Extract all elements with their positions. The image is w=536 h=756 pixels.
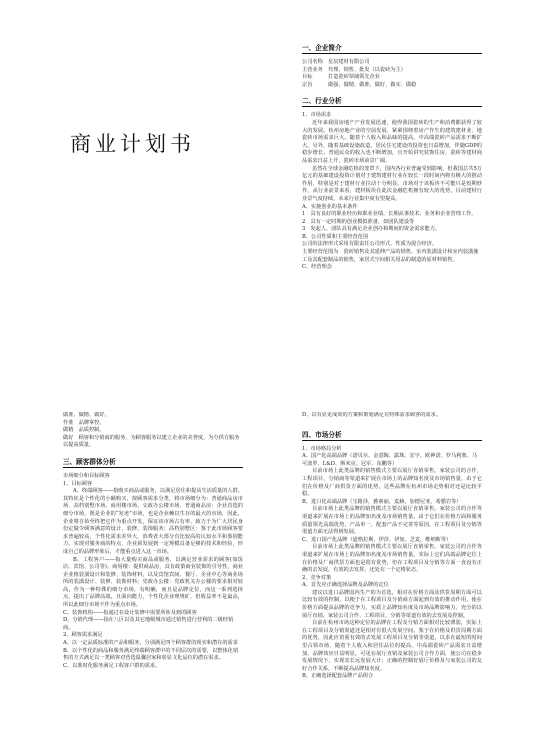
subheading: 1、目标顾客 — [63, 480, 93, 487]
subheading: 1、市场格局分析 — [302, 445, 342, 452]
paragraph: B、工程客户——指大量购买商品或服务，以满足营业需求的顾客(如饭店、宾馆、公司等)。商用楼：提供商品房，具有政策商业装饰的引导性，商业企业植装潢设计和装修、装饰材料，以及宾馆宾间、餐厅、企业中心等商业场所的装潢设计、装修、装饰材料；党政办公楼：党政机关办公楼的要求相对较高，作为一种特殊的细分市场，有明确，而且是品牌定位，而这一系列选择点，提出了品牌高端，且面向能力，个性化企业理规矿，但收益率不是最高，所以此细分市场不作为重点市场。 — [63, 556, 243, 609]
paragraph: 虽然在全球金融危机的笼罩下，国内各行业普遍受到影响，但我国总共5万亿元的基础建设投资计划对于建筑建材行业在较长一段时间内将有极大的推动作用，特别是对于建材行业拉动十分明显。市场对于该板块不可能只是短期炒作，从行业前景来看，建材板块在此次金融危机拥有较大的优势，目前建材行业景气度持续，未来行业集中度有望提高。 — [302, 165, 482, 202]
section-heading-customers: 三、顾客群体分析 — [63, 457, 116, 466]
paragraph: D、分销代理——指在八区以及其它地级城市通过销售进行营利的二级经销商。 — [63, 617, 234, 631]
text-line: 做精 品质控制。 — [63, 427, 105, 434]
paragraph: B、以个性化的商品和服务满足终端顾客群中的不同层次的需要，以整体化销售的方式满足以一类顾客对营选温馨居家和彰显文化品位的潜在需求。 — [63, 647, 239, 662]
paragraph: C、装饰机构——指通过在设计装修中需要所涉及到的顾客 — [63, 609, 197, 616]
right-column-bottom — [302, 412, 482, 754]
profile-row-goal: 目标 打造瓷砖领域领先企业 — [302, 74, 380, 81]
section-heading-industry: 二、行业分析 — [302, 97, 342, 106]
paragraph: C、进口国产化品牌（道格拉斯，伊莎，伊加，芝麦，维纳斯等） — [302, 536, 452, 543]
left-column — [63, 412, 243, 754]
paragraph: 公司的法律形式采用有限责任公司形式，性质为混合经济。 — [302, 241, 437, 248]
paragraph: A、国产化高端品牌（诺贝尔、金意陶、露珠、宏宇、欧神诺、罗马利奥、马可波罗、L&D、斯米克、冠军、东鹏等） — [302, 453, 477, 467]
profile-row-purpose: 宗旨 做强、做精、做准、做好、做实、做稳 — [302, 81, 417, 88]
heading-rule — [63, 467, 243, 468]
document-page-bottom — [0, 378, 536, 756]
paragraph: C、以准时化服务满足工程客户群的需求。 — [63, 662, 161, 669]
paragraph: 目前市场上此类品牌的销售模式主要以展厅直销零售，家装公司的合作等渠道来扩展在市场上的品牌知名度及市场销售量。由于它们在价格方面和服务质量领先高端优势，产品单一，配套产品不完善等原因，在工程项目及分销等渠道方面无法得到发展。 — [302, 506, 482, 536]
company-profile — [302, 59, 482, 89]
section-heading-market: 四、市场分析 — [302, 430, 342, 439]
text-line: 做好 顾客和分销商的服务，为顾客服务以建立企业的美誉度，为分供方服务以提高质量。 — [63, 434, 240, 449]
paragraph: D、以有显见成效的方案和策划满足有特殊需求顾客的需求。 — [302, 412, 442, 418]
profile-row-business: 主营业务 代理、销售、批发（以瓷砖为主） — [302, 66, 406, 73]
subheading: 2、顾客需求满足 — [63, 632, 103, 639]
list-item: 2 具有一定时期的创业模拟准备，如团队建设等 — [302, 218, 415, 225]
list-item: 3 发起人、团队具有满足企业创办和期间的资金需求能力。 — [302, 226, 441, 233]
heading-rule — [302, 53, 482, 54]
subheading: 1、市场需求 — [302, 112, 332, 119]
paragraph: A、终端顾客——指购买商品或服务，以满足居住和提高生活质量的人群。其特征是个性化的小额购买，按顾客需求分类，将市场细分为：普通商品房市场、高档别墅市场、商用楼市场、交政办公楼市场、普通商品房：企业首选的细分市场，既是企业的“发迹”市场，也是企业赖以生存的最大的市场，因此，企业将自始至终把它作为重点开发，保证该市场占有率，致力于为广大居民身份定做令顾客满意的设计、装修、装饰服务；高档别墅区：鉴于此市场顾客要求普遍较高，个性化需求差异大，消费者大部分有比较高的认知水平和鉴别能力，实现对服务商的特点，企业须发展到一定规模具备足够的技术和经验，形成自己的品牌形象后，才能重点进入这一市场。 — [63, 488, 243, 555]
list-item: 1 具有良好的职业经历和职业业绩，长期从事技术、业务和企业管理工作。 — [302, 211, 477, 218]
subheading: 市场细分和目标顾客 — [63, 472, 110, 479]
paragraph: 建议以进口品牌国内生产的为首选，相对在价格方面及供货周期方面可以比较有效的控制，以便于在工程项目及分销商方面起到有效的推动作用，使在价格方面提高品牌的竞争力，实质上品牌知名度及市场品牌影响力，充分的以展厅直销、家装公司合作、工程项目、分销等渠道有效的去发展及控制。 — [302, 589, 482, 619]
heading-rule — [302, 440, 482, 441]
profile-row-name: 公司名称 星辰建材有限公司 — [302, 59, 370, 65]
text-line: 作准 品牌掌控。 — [63, 419, 105, 426]
subheading: B、公司性质和主要经营范围 — [302, 233, 369, 240]
paragraph: 目前市场上此类品牌的销售模式主要以展厅直销零售，家装公司的合作，工程项目，分销商等渠道来扩展在市场上的品牌知名度及市场销售量。由于它们在价格及厂商供货方面的优势，这些品牌在杭州市场走势相对还是比较平稳。 — [302, 468, 482, 498]
subheading: A、首先应正确选择品牌及品牌的定位 — [302, 582, 389, 589]
section-heading-company: 一、企业简介 — [302, 44, 342, 52]
cover-title: 商业计划书 — [70, 132, 195, 156]
subheading: A、实施创业的基本条件 — [302, 203, 358, 210]
paragraph: 目前在杭州市场这种定位的品牌在工程及分销方面相对比较薄弱，实际上在工程项目及分销渠道还是相对有很大发展空间。鉴于在价格及供货周期方面的优势，因此应着重有效的去发展工程项目及分销等渠道，以求在最短的时间里占领市场，随着个人收入和居住品位的提高，中高端瓷砖产品需求日益增加，品牌效应日益明显，可见在展厅直销及家装公司合作方面，使公司在稳步发展情况下，实现其长远发展大计；正确的控制好展厅价格及与家装公司的友好合作关系，不断提高品牌知名度。 — [302, 620, 482, 672]
paragraph: A、以一定品质标准的产品和服务，分别满足四个顾客群的现实和潜在的需求 — [63, 640, 238, 647]
paragraph: 目前市场上此类品牌的销售模式主要以展厅直销零售，家装公司的合作等渠道来扩展在市场上的品牌知名度及市场销售量。实际上它们高端品牌定位上在价格及厂商供货方面也是很有优势，但在工程项目及分销等方面一直没有正确的去发展，有效的去发挥，还处在一个定格状态。 — [302, 544, 482, 574]
paragraph: B、进口化高端品牌（宝路莎，雅素丽，麦赫，加德尼亚，希腊岩等） — [302, 498, 462, 505]
heading-rule — [302, 106, 482, 107]
text-line: 做准、做精、做好。 — [63, 412, 110, 418]
subheading: B、正确选择配套品牌产品组合 — [302, 673, 374, 680]
subheading: 2、竞争对策 — [302, 574, 332, 581]
paragraph: 近年来我国房地产产业发展迅速，使得我国瓷砖的生产和消费都获得了较大的发展。杭州房地产业的空前发展，紧紧围绕着房产作生的建筑建材业、地瓷砖市场需求巨大。随着个人收入和品味的提高，中高端瓷砖产品需求不断扩大。另外，随着基础设施改造、居民住宅建设的投资也日益增加，伴随GDP的稳步增长，普通民众的收入也不断增加，且开始讲究装饰住房，瓷砖等建材商品需求日益上升，瓷砖市场前景广阔。 — [302, 119, 482, 164]
right-column-top — [302, 44, 482, 374]
paragraph: 主要经营范围为 瓷砖销售及其延伸产品的销售，室内装潢设计和室内装潢施工及其配套制品的销售，家居式空间相关用品的制造的原材料销售。 — [302, 249, 479, 263]
subheading: C、经营理念 — [302, 264, 332, 271]
